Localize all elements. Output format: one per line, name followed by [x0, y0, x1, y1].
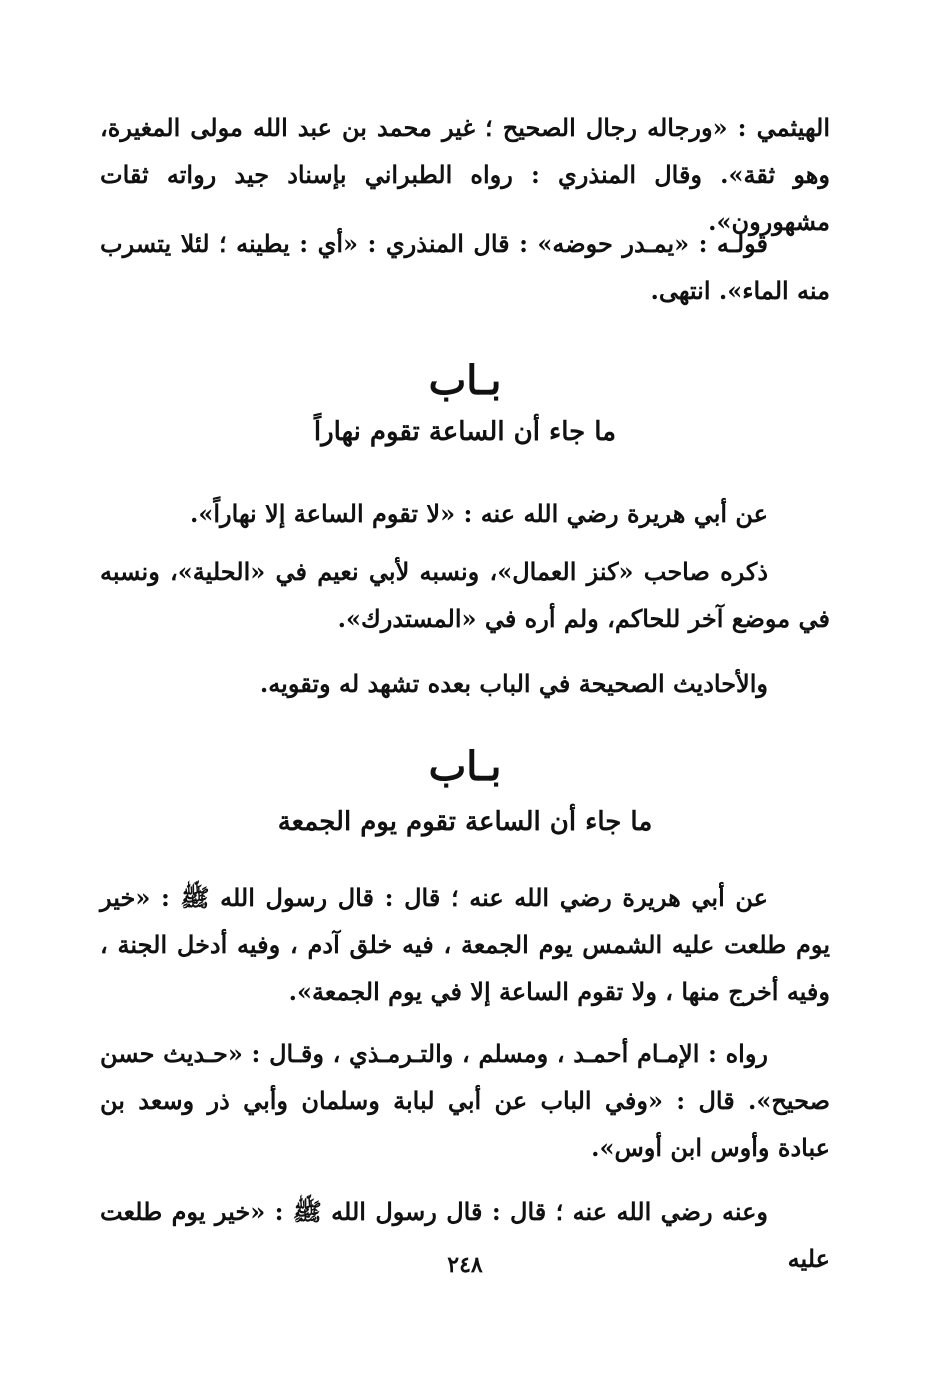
paragraph-top-1: الهيثمي : «ورجاله رجال الصحيح ؛ غير محمد بن عبد الله مولى المغيرة، وهو ثقة». وقال المنذري : رواه الطبراني بإسناد جيد رواته ثقات مشهورون».: [100, 113, 830, 236]
section-1-bab-heading: بـاب: [428, 357, 502, 404]
section-2-title: ما جاء أن الساعة تقوم يوم الجمعة: [277, 807, 653, 837]
page-number: ٢٤٨: [447, 1252, 483, 1278]
section-2-paragraph-1: عن أبي هريرة رضي الله عنه ؛ قال : قال رسول الله ﷺ : «خير يوم طلعت عليه الشمس يوم الجمعة ، فيه خلق آدم ، وفيه أدخل الجنة ، وفيه أخرج منها ، ولا تقوم الساعة إلا في يوم الجمعة».: [100, 883, 830, 1006]
section-2-paragraph-2: رواه : الإمـام أحمـد ، ومسلم ، والتـرمـذي ، وقـال : «حـديث حسن صحيح». قال : «وفي الباب عن أبي لبابة وسلمان وأبي ذر وسعد بن عبادة وأوس ابن أوس».: [100, 1039, 830, 1162]
section-1-title: ما جاء أن الساعة تقوم نهاراً: [313, 417, 617, 447]
paragraph-top-2: قولـه : «يمـدر حوضه» : قال المنذري : «أي : يطينه ؛ لئلا يتسرب منه الماء». انتهى.: [100, 229, 830, 305]
section-2-paragraph-3: وعنه رضي الله عنه ؛ قال : قال رسول الله ﷺ : «خير يوم طلعت عليه: [100, 1197, 830, 1273]
section-1-paragraph-1: عن أبي هريرة رضي الله عنه : «لا تقوم الساعة إلا نهاراً».: [190, 499, 768, 528]
section-1-paragraph-3: والأحاديث الصحيحة في الباب بعده تشهد له وتقويه.: [259, 669, 768, 698]
section-1-paragraph-2: ذكره صاحب «كنز العمال»، ونسبه لأبي نعيم في «الحلية»، ونسبه في موضع آخر للحاكم، ولم أره في «المستدرك».: [100, 557, 830, 633]
section-2-bab-heading: بـاب: [428, 743, 502, 790]
